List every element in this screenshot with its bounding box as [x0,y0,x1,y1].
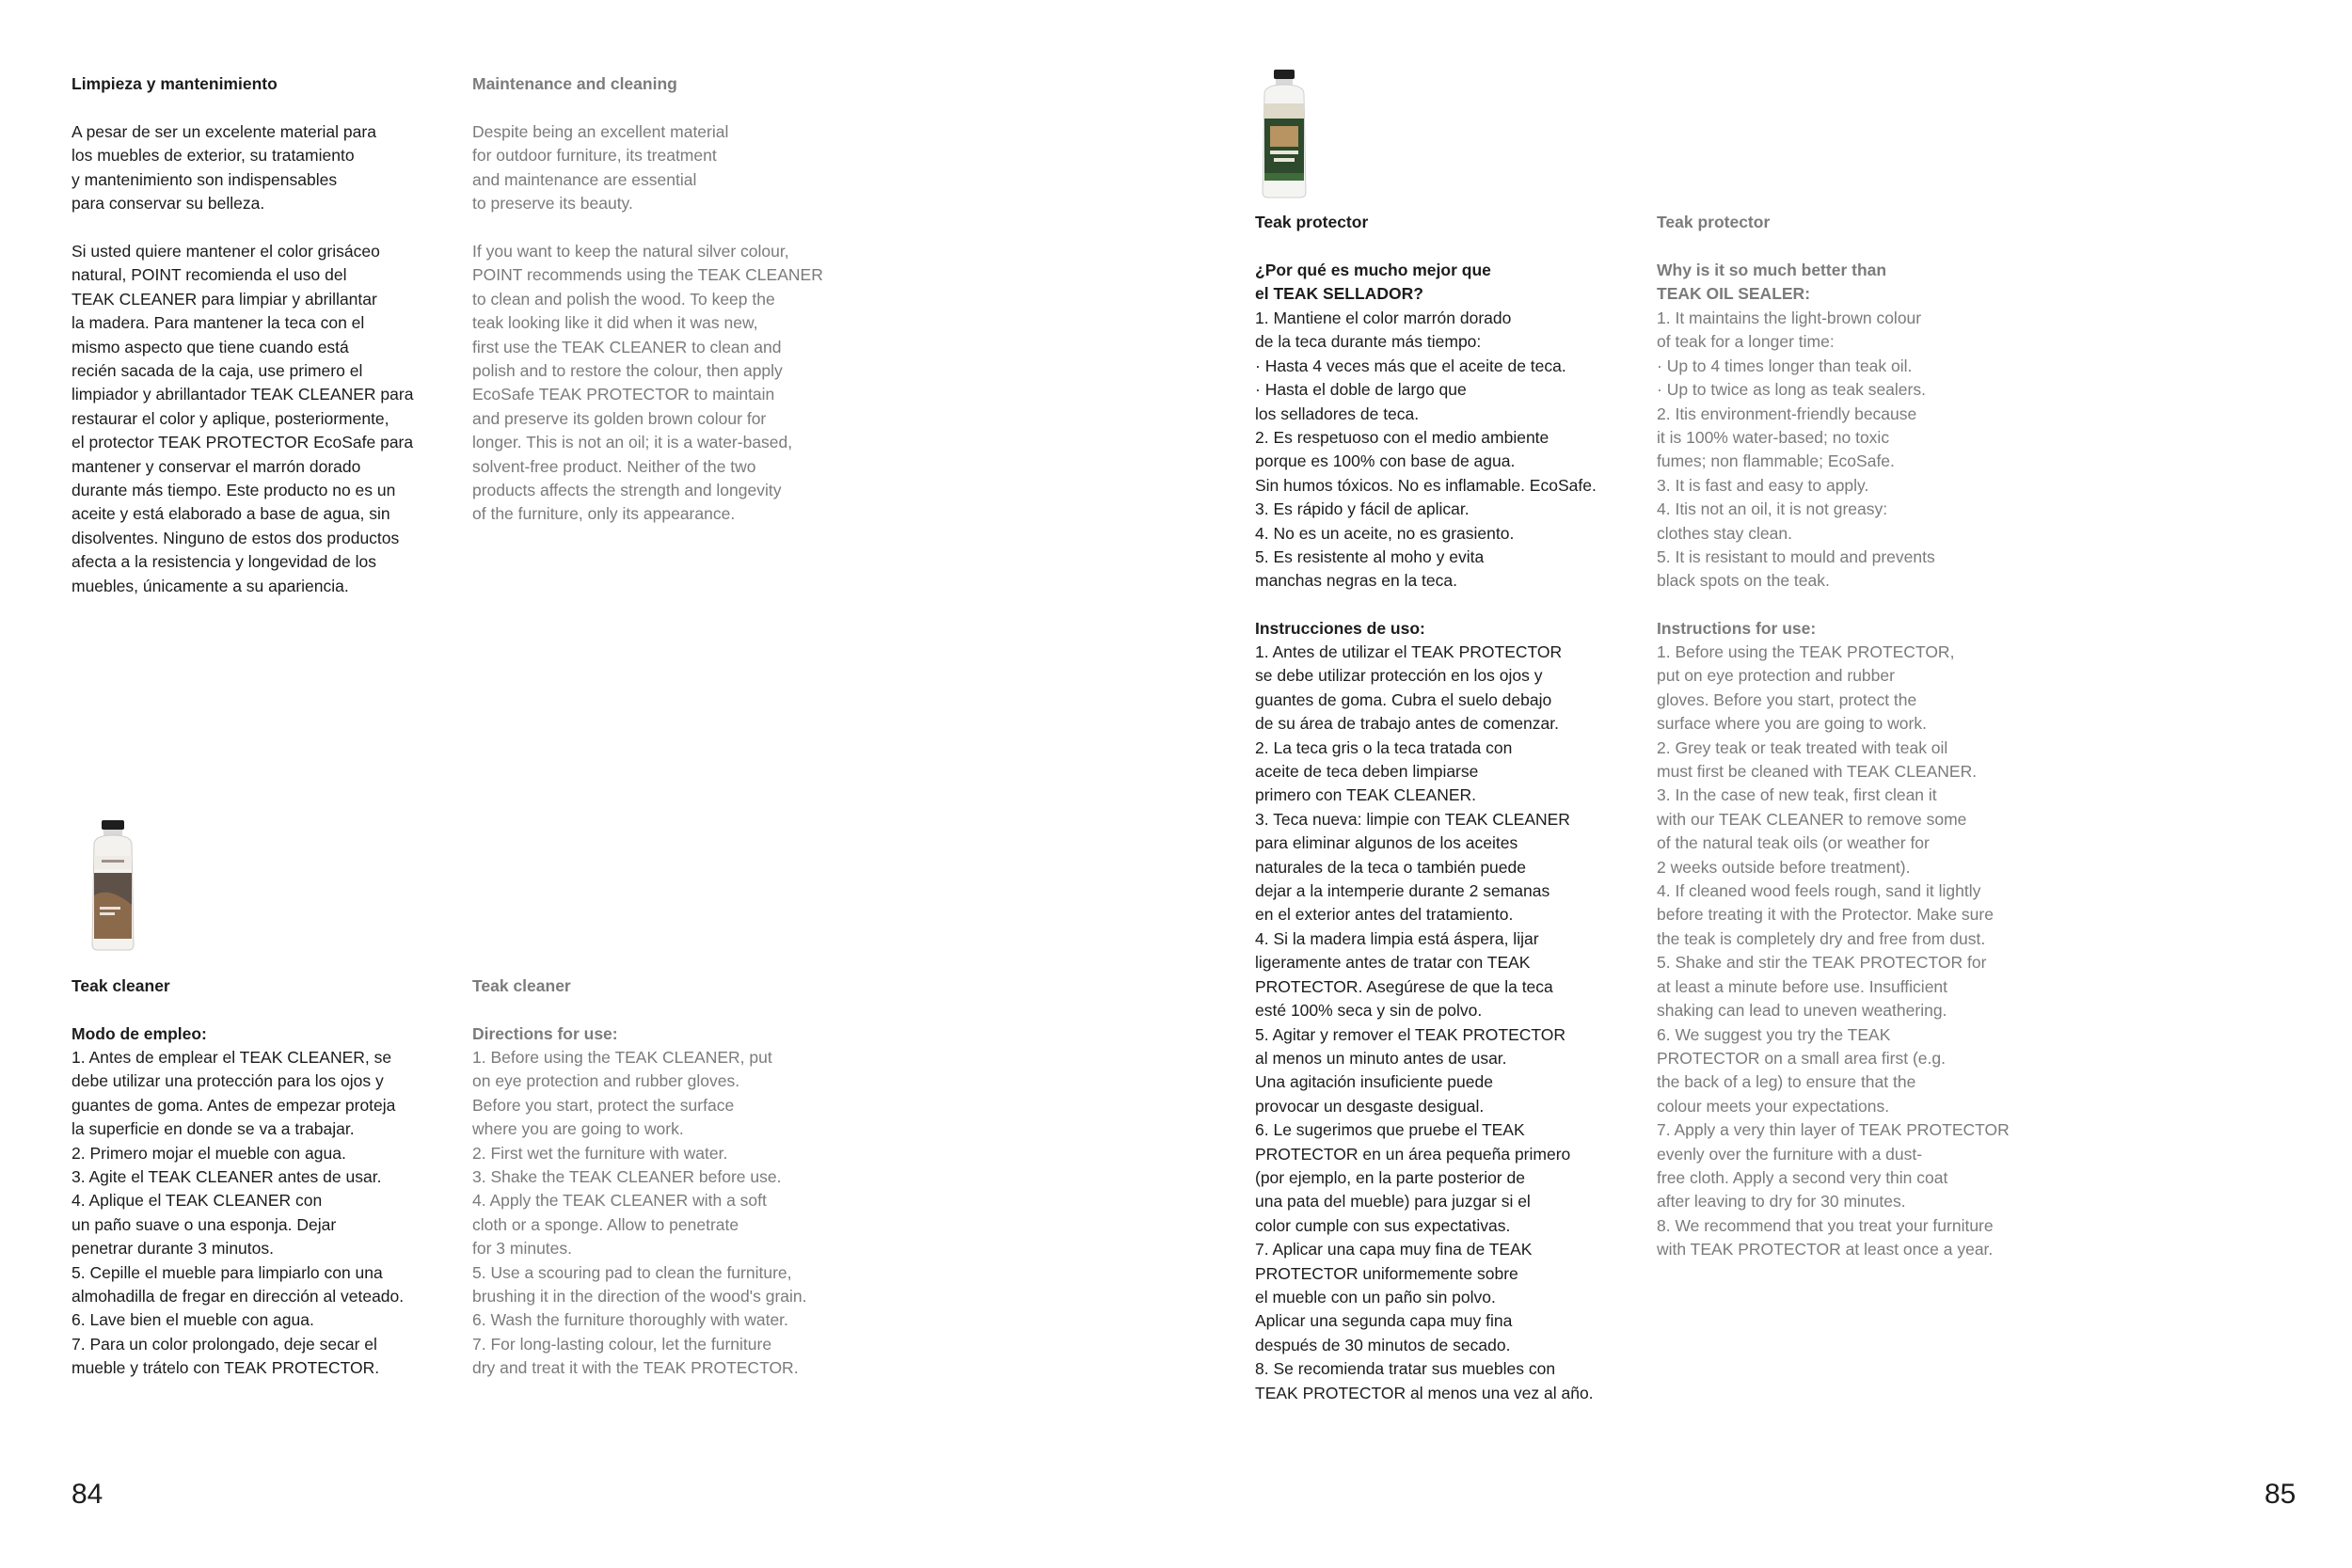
cleaner-subtitle-en: Directions for use: [472,1024,618,1043]
intro-paragraph-2-en: If you want to keep the natural silver colour, POINT recommends using the TEAK CLEANER to clean and polish the wood. To keep the teak looking like it did when it was new, first use the TEAK CLEANER to clean and polish and to restore the colour, then apply EcoSafe TEAK PROTECTOR to maintain and preserve its golden brown colour for longer. This is not an oil; it is a water-based, solvent-free product. Neither of the two products affects the strength and longevity of the furniture, only its appearance. [472,242,823,524]
cleaner-directions-en: 1. Before using the TEAK CLEANER, put on eye protection and rubber gloves. Before you start, protect the surface where you are going to work. 2. First wet the furniture with water. 3. Shake the TEAK CLEANER before use. 4. Apply the TEAK CLEANER with a soft cloth or a sponge. Allow to penetrate for 3 minutes. 5. Use a scouring pad to clean the furniture, brushing it in the direction of the wood's grain. 6. Wash the furniture thoroughly with water. 7. For long-lasting colour, let the furniture dry and treat it with the TEAK PROTECTOR. [472,1048,807,1378]
intro-title-en: Maintenance and cleaning [472,74,677,93]
protector-instructions-title-es: Instrucciones de uso: [1255,619,1425,638]
teak-cleaner-bottle-image [81,820,145,952]
protector-why-title-es: ¿Por qué es mucho mejor que el TEAK SELLADOR? [1255,261,1491,304]
page-number-left: 84 [72,1479,103,1510]
protector-instructions-body-en: 1. Before using the TEAK PROTECTOR, put on eye protection and rubber gloves. Before you start, protect the surface where you are going to work. 2. Grey teak or teak treated with teak oil must first be cleaned with TEAK CLEANER. 3. In the case of new teak, first clean it with our TEAK CLEANER to remove some of the natural teak oils (or weather for 2 weeks outside before treatment). 4. If cleaned wood feels rough, sand it lightly before treating it with the Protector. Make sure the teak is completely dry and free from dust. 5. Shake and stir the TEAK PROTECTOR for at least a minute before use. Insufficient shaking can lead to uneven weathering. 6. We suggest you try the TEAK PROTECTOR on a small area first (e.g. the back of a leg) to ensure that the colour meets your expectations. 7. Apply a very thin layer of TEAK PROTECTOR evenly over the furniture with a dust- free cloth. Apply a second very thin coat after leaving to dry for 30 minutes. 8. We recommend that you treat your furniture with TEAK PROTECTOR at least once a year. [1657,642,2010,1259]
cleaner-directions-es: 1. Antes de emplear el TEAK CLEANER, se debe utilizar una protección para los ojos y guantes de goma. Antes de empezar proteja la superficie en donde se va a trabajar. 2. Primero mojar el mueble con agua. 3. Agite el TEAK CLEANER antes de usar. 4. Aplique el TEAK CLEANER con un paño suave o una esponja. Dejar penetrar durante 3 minutos. 5. Cepille el mueble para limpiarlo con una almohadilla de fregar en dirección al veteado. 6. Lave bien el mueble con agua. 7. Para un color prolongado, deje secar el mueble y trátelo con TEAK PROTECTOR. [72,1048,405,1378]
teak-protector-bottle-image [1255,70,1313,199]
intro-paragraph-1-en: Despite being an excellent material for outdoor furniture, its treatment and maintenance are essential to preserve its beauty. [472,122,729,214]
protector-why-title-en: Why is it so much better than TEAK OIL SEALER: [1657,261,1887,304]
protector-instructions-title-en: Instructions for use: [1657,619,1817,638]
protector-title-en: Teak protector [1657,213,1771,231]
intro-title-es: Limpieza y mantenimiento [72,74,278,93]
protector-title-es: Teak protector [1255,213,1369,231]
page-number-right: 85 [2265,1479,2296,1510]
cleaner-title-en: Teak cleaner [472,976,571,995]
protector-instructions-body-es: 1. Antes de utilizar el TEAK PROTECTOR se debe utilizar protección en los ojos y guantes de goma. Cubra el suelo debajo de su área de trabajo antes de comenzar. 2. La teca gris o la teca tratada con aceite de teca deben limpiarse primero con TEAK CLEANER. 3. Teca nueva: limpie con TEAK CLEANER para eliminar algunos de los aceites naturales de la teca o también puede dejar a la intemperie durante 2 semanas en el exterior antes del tratamiento. 4. Si la madera limpia está áspera, lijar ligeramente antes de tratar con TEAK PROTECTOR. Asegúrese de que la teca esté 100% seca y sin de polvo. 5. Agitar y remover el TEAK PROTECTOR al menos un minuto antes de usar. Una agitación insuficiente puede provocar un desgaste desigual. 6. Le sugerimos que pruebe el TEAK PROTECTOR en un área pequeña primero (por ejemplo, en la parte posterior de una pata del mueble) para juzgar si el color cumple con sus expectativas. 7. Aplicar una capa muy fina de TEAK PROTECTOR uniformemente sobre el mueble con un paño sin polvo. Aplicar una segunda capa muy fina después de 30 minutos de secado. 8. Se recomienda tratar sus muebles con TEAK PROTECTOR al menos una vez al año. [1255,642,1594,1402]
protector-why-body-en: 1. It maintains the light-brown colour of teak for a longer time: · Up to 4 times longer than teak oil. · Up to twice as long as teak sealers. 2. Itis environment-friendly because it is 100% water-based; no toxic fumes; non flammable; EcoSafe. 3. It is fast and easy to apply. 4. Itis not an oil, it is not greasy: clothes stay clean. 5. It is resistant to mould and prevents black spots on the teak. [1657,309,1935,591]
cleaner-subtitle-es: Modo de empleo: [72,1024,207,1043]
intro-paragraph-1-es: A pesar de ser un excelente material para los muebles de exterior, su tratamiento y mantenimiento son indispensables para conservar su belleza. [72,122,376,214]
intro-paragraph-2-es: Si usted quiere mantener el color grisáceo natural, POINT recomienda el uso del TEAK CLEANER para limpiar y abrillantar la madera. Para mantener la teca con el mismo aspecto que tiene cuando está recién sacada de la caja, use primero el limpiador y abrillantador TEAK CLEANER para restaurar el color y aplique, posteriormente, el protector TEAK PROTECTOR EcoSafe para mantener y conservar el marrón dorado durante más tiempo. Este producto no es un aceite y está elaborado a base de agua, sin disolventes. Ninguno de estos dos productos afecta a la resistencia y longevidad de los muebles, únicamente a su apariencia. [72,242,414,595]
cleaner-title-es: Teak cleaner [72,976,170,995]
protector-why-body-es: 1. Mantiene el color marrón dorado de la teca durante más tiempo: · Hasta 4 veces más que el aceite de teca. · Hasta el doble de largo que los selladores de teca. 2. Es respetuoso con el medio ambiente porque es 100% con base de agua. Sin humos tóxicos. No es inflamable. EcoSafe. 3. Es rápido y fácil de aplicar. 4. No es un aceite, no es grasiento. 5. Es resistente al moho y evita manchas negras en la teca. [1255,309,1597,591]
